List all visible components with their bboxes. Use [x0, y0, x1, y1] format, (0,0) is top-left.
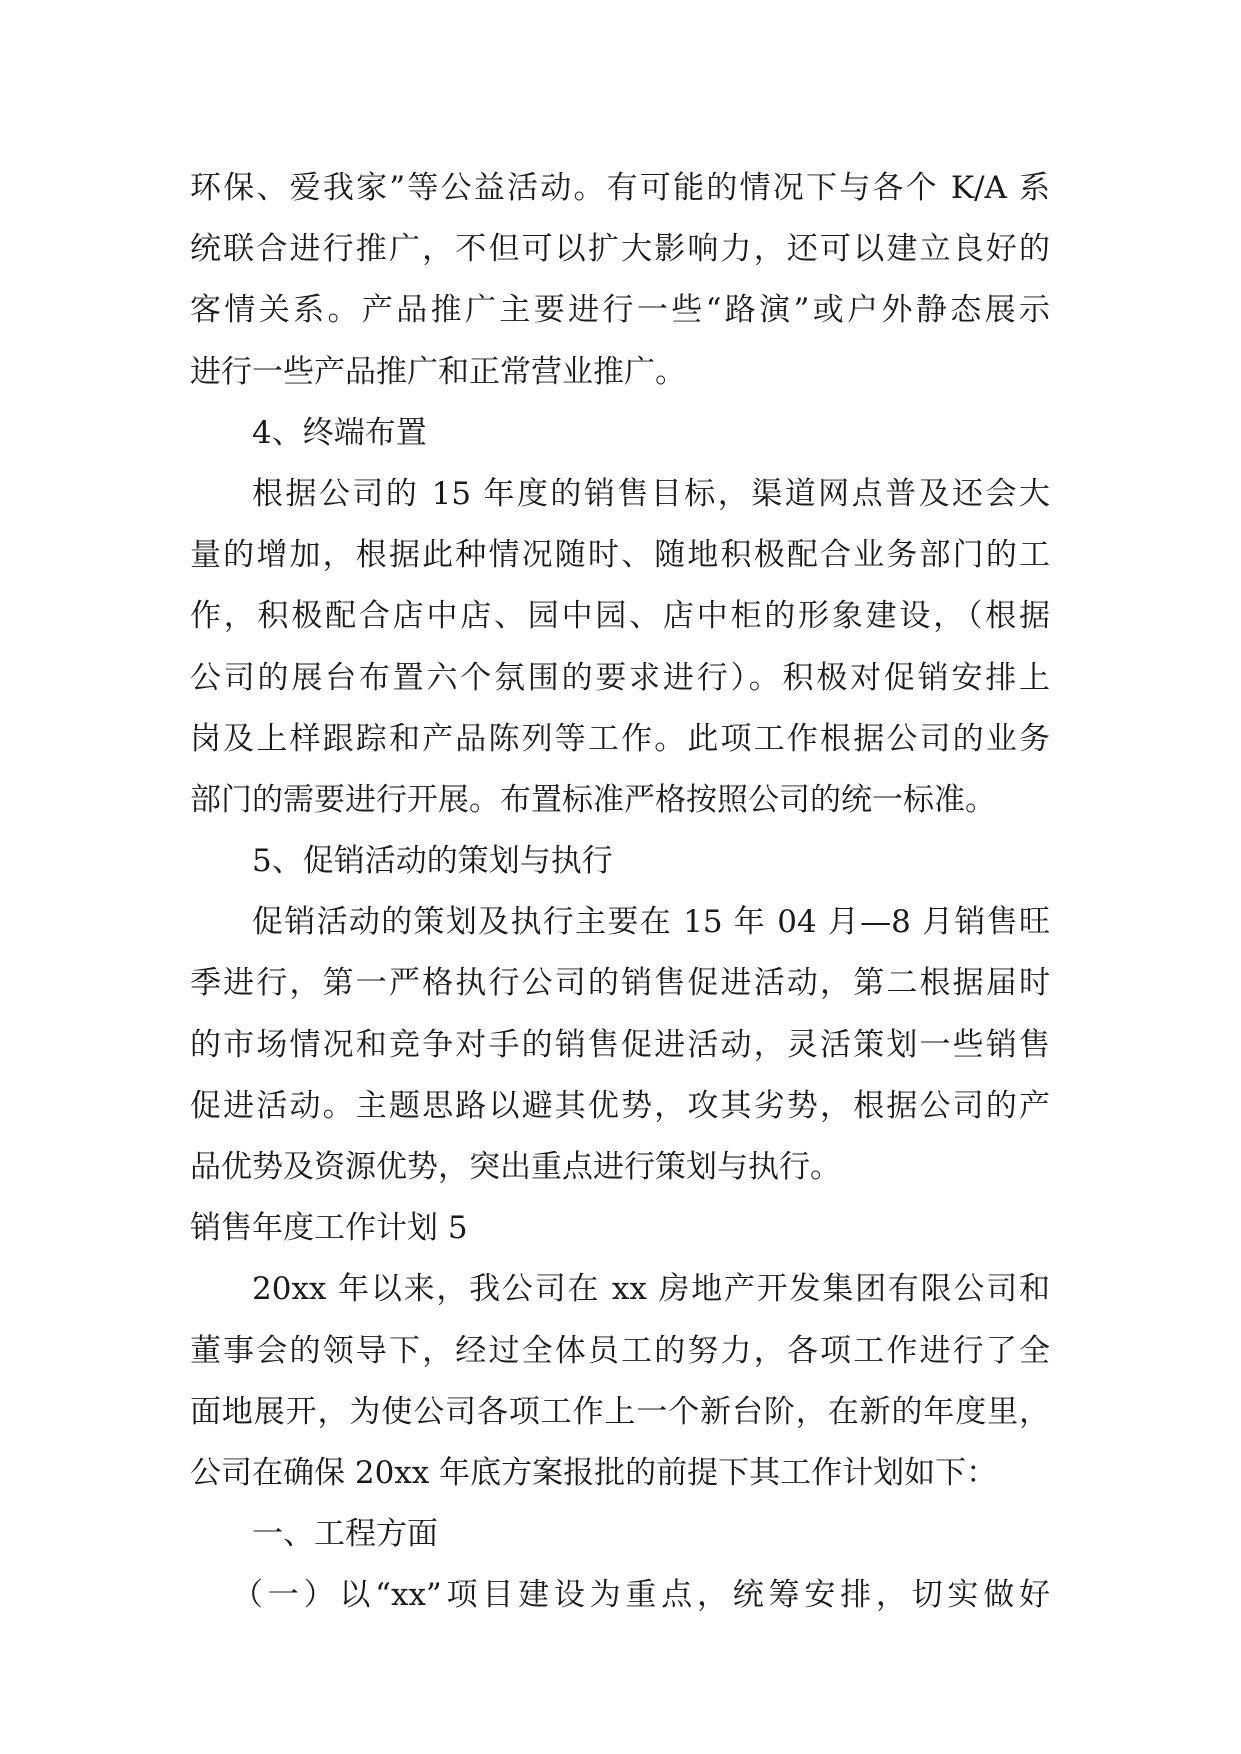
paragraph-line: 公司在确保 20xx 年底方案报批的前提下其工作计划如下： — [190, 1454, 998, 1491]
paragraph-line: 20xx 年以来，我公司在 xx 房地产开发集团有限公司和 — [252, 1271, 1050, 1308]
paragraph-line: 部门的需要进行开展。布置标准严格按照公司的统一标准。 — [190, 781, 996, 818]
paragraph-line: 客情关系。产品推广主要进行一些“路演”或户外静态展示 — [190, 292, 1050, 329]
document-body — [190, 158, 1050, 1627]
paragraph-line: 作，积极配合店中店、园中园、店中柜的形象建设，（根据 — [190, 598, 1050, 635]
paragraph-line: 促销活动的策划及执行主要在 15 年 04 月—8 月销售旺 — [252, 904, 1050, 941]
paragraph-line: 季进行，第一严格执行公司的销售促进活动，第二根据届时 — [190, 965, 1050, 1002]
section-heading: 4、终端布置 — [252, 414, 427, 451]
paragraph-line: 公司的展台布置六个氛围的要求进行）。积极对促销安排上 — [190, 659, 1050, 696]
paragraph-line: 统联合进行推广，不但可以扩大影响力，还可以建立良好的 — [190, 231, 1050, 268]
paragraph-line: 进行一些产品推广和正常营业推广。 — [190, 353, 686, 390]
document-title: 销售年度工作计划 5 — [190, 1210, 468, 1247]
paragraph-line: 董事会的领导下，经过全体员工的努力，各项工作进行了全 — [190, 1332, 1050, 1369]
paragraph-line: 品优势及资源优势，突出重点进行策划与执行。 — [190, 1149, 841, 1185]
paragraph-line: 岗及上样跟踪和产品陈列等工作。此项工作根据公司的业务 — [190, 720, 1050, 757]
paragraph-line: 面地展开，为使公司各项工作上一个新台阶，在新的年度里， — [190, 1393, 1050, 1430]
paragraph-line: 量的增加，根据此种情况随时、随地积极配合业务部门的工 — [190, 537, 1050, 574]
paragraph-line: 的市场情况和竞争对手的销售促进活动，灵活策划一些销售 — [190, 1026, 1050, 1063]
paragraph-line: 促进活动。主题思路以避其优势，攻其劣势，根据公司的产 — [190, 1087, 1050, 1124]
paragraph-line: 环保、爱我家”等公益活动。有可能的情况下与各个 K/A 系 — [190, 170, 1050, 206]
paragraph-line: 根据公司的 15 年度的销售目标，渠道网点普及还会大 — [252, 475, 1050, 512]
section-heading: 5、促销活动的策划与执行 — [252, 843, 613, 880]
paragraph-line: （一）以“xx”项目建设为重点，统筹安排，切实做好 — [232, 1577, 1050, 1614]
section-heading: 一、工程方面 — [252, 1516, 438, 1553]
